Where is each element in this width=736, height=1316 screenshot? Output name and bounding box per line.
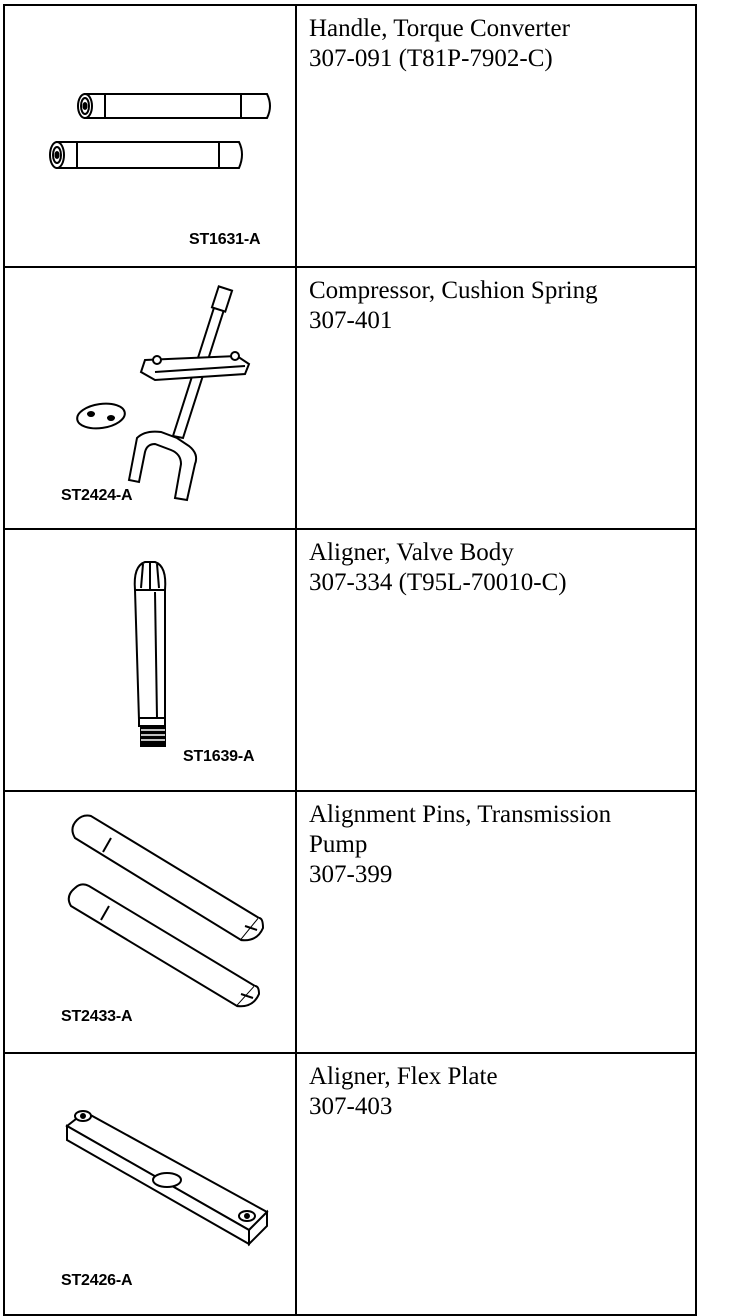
transmission-pump-alignment-pins-illustration <box>5 792 295 1044</box>
tool-number: 307-399 <box>309 861 393 888</box>
tool-illustration-cell <box>4 1053 296 1315</box>
cushion-spring-compressor-illustration <box>5 268 295 520</box>
tool-illustration-cell <box>4 791 296 1053</box>
table-row <box>4 5 696 267</box>
table-row <box>4 267 696 529</box>
table-row <box>4 1053 696 1315</box>
illustration-ref-label: ST1639-A <box>183 748 255 765</box>
tool-illustration-cell <box>4 267 296 529</box>
tool-description-cell <box>296 529 696 791</box>
tool-name: Aligner, Valve Body <box>309 539 514 566</box>
tool-name: Aligner, Flex Plate <box>309 1063 498 1090</box>
tool-number: 307-091 (T81P-7902-C) <box>309 45 553 72</box>
tool-description-cell <box>296 1053 696 1315</box>
valve-body-aligner-illustration <box>5 530 295 782</box>
table-row <box>4 529 696 791</box>
tool-description-cell <box>296 5 696 267</box>
torque-converter-handle-illustration <box>5 6 295 258</box>
tool-number: 307-403 <box>309 1093 393 1120</box>
illustration-ref-label: ST1631-A <box>189 231 261 248</box>
tool-name: Compressor, Cushion Spring <box>309 277 598 304</box>
illustration-ref-label: ST2426-A <box>61 1272 133 1289</box>
tool-number: 307-334 (T95L-70010-C) <box>309 569 567 596</box>
tool-name: Alignment Pins, Transmission <box>309 801 612 828</box>
tool-illustration-cell <box>4 529 296 791</box>
illustration-ref-label: ST2424-A <box>61 487 133 504</box>
tool-description-cell <box>296 267 696 529</box>
tool-name-continued: Pump <box>309 831 368 858</box>
special-tools-table <box>3 4 697 1316</box>
illustration-ref-label: ST2433-A <box>61 1008 133 1025</box>
flex-plate-aligner-illustration <box>5 1054 295 1306</box>
tool-number: 307-401 <box>309 307 393 334</box>
tool-name: Handle, Torque Converter <box>309 15 570 42</box>
tool-illustration-cell <box>4 5 296 267</box>
table-row <box>4 791 696 1053</box>
tool-description-cell <box>296 791 696 1053</box>
